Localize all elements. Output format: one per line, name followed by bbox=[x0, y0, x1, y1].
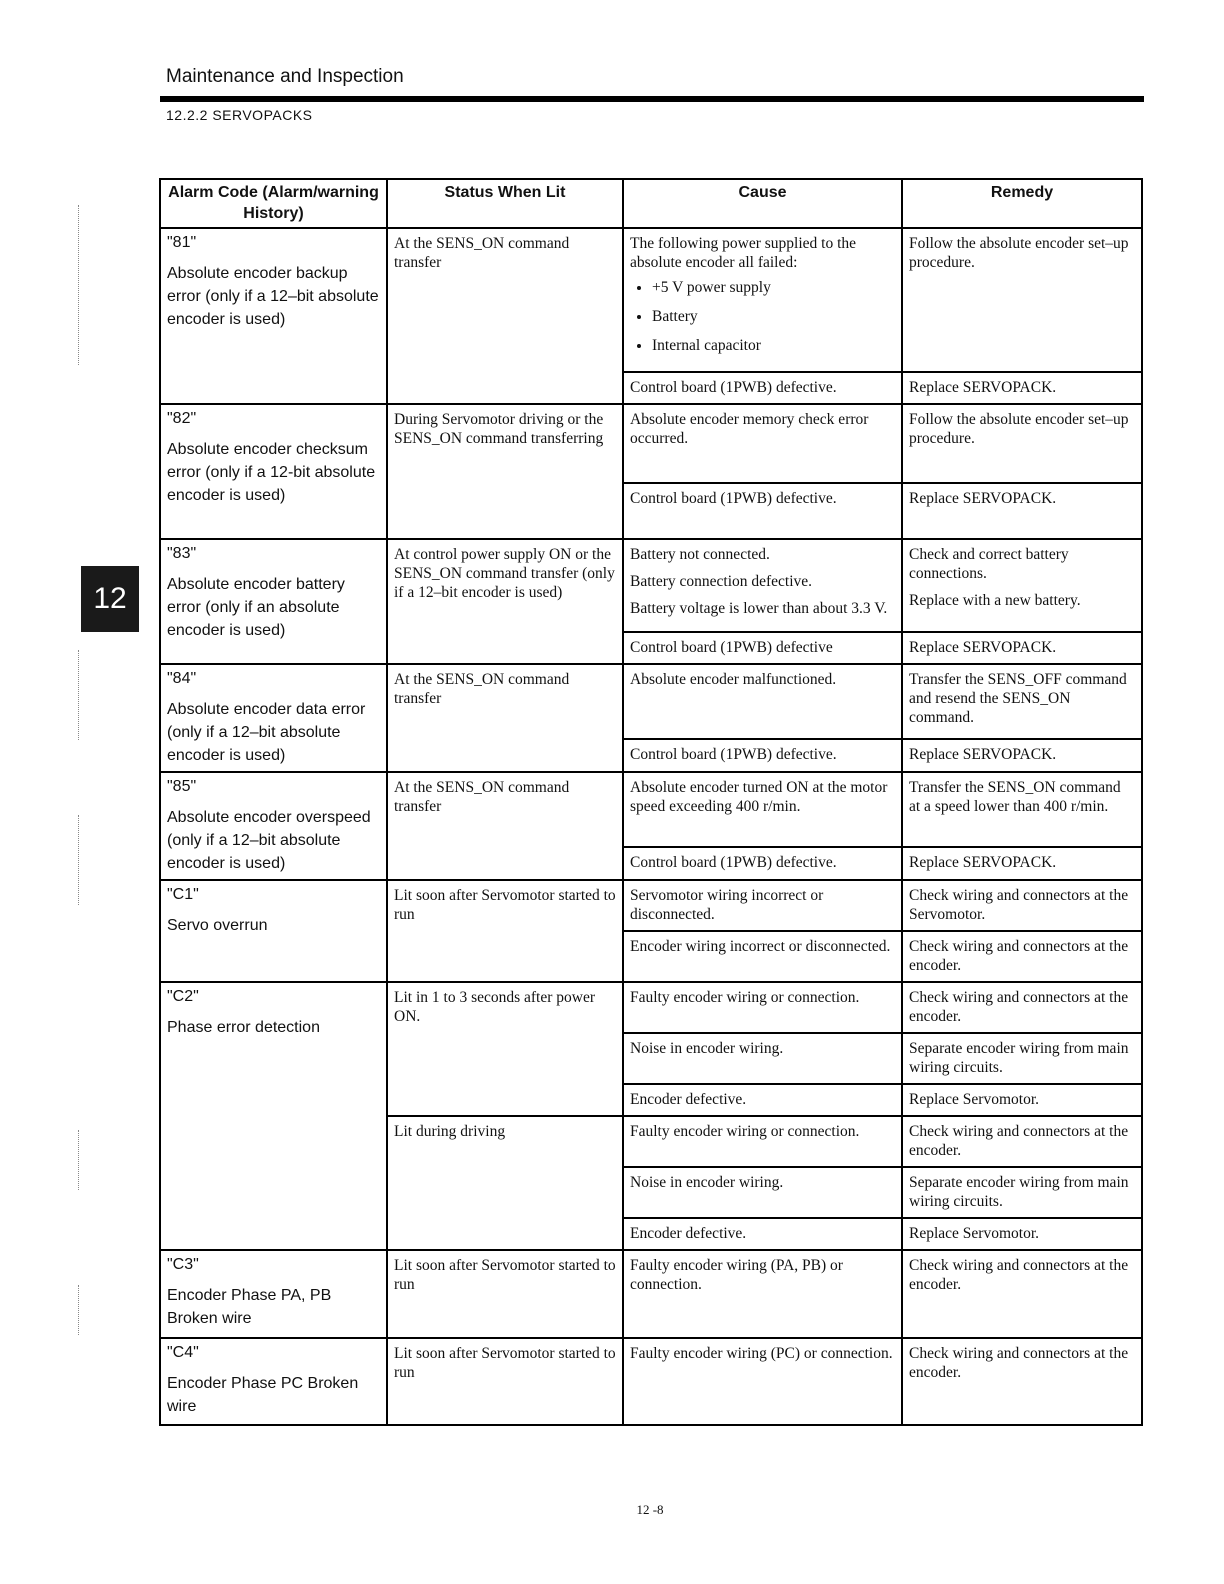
margin-dotted-line bbox=[78, 650, 79, 740]
alarm-code-cell bbox=[160, 772, 387, 880]
header-rule bbox=[160, 96, 1144, 102]
margin-dotted-line bbox=[78, 205, 79, 365]
alarm-description: Servo overrun bbox=[167, 917, 268, 934]
alarm-code-cell bbox=[160, 228, 387, 404]
table-header-row bbox=[160, 179, 1142, 228]
cause-cell: Absolute encoder turned ON at the motor speed exceeding 400 r/min. bbox=[623, 772, 902, 847]
cause-text: Battery voltage is lower than about 3.3 V. bbox=[630, 600, 888, 617]
remedy-cell: Follow the absolute encoder set–up procedure. bbox=[902, 404, 1142, 483]
table-row bbox=[160, 772, 1142, 847]
cause-text: Battery not connected. bbox=[630, 546, 770, 563]
remedy-cell: Transfer the SENS_ON command at a speed lower than 400 r/min. bbox=[902, 772, 1142, 847]
cause-cell: Faulty encoder wiring or connection. bbox=[623, 982, 902, 1033]
alarm-code: "C1" bbox=[167, 886, 199, 903]
margin-dotted-line bbox=[78, 1285, 79, 1335]
remedy-cell: Check wiring and connectors at the encoder. bbox=[902, 1250, 1142, 1338]
remedy-text: Replace with a new battery. bbox=[909, 592, 1081, 609]
alarm-description: Encoder Phase PA, PB Broken wire bbox=[167, 1287, 332, 1327]
table-row bbox=[160, 880, 1142, 931]
status-cell: At control power supply ON or the SENS_ON command transfer (only if a 12–bit encoder is used) bbox=[387, 539, 623, 664]
alarm-code: "C4" bbox=[167, 1344, 199, 1361]
column-header-status: Status When Lit bbox=[387, 179, 623, 228]
cause-cell: Encoder wiring incorrect or disconnected. bbox=[623, 931, 902, 982]
remedy-cell: Replace SERVOPACK. bbox=[902, 372, 1142, 404]
alarm-description: Absolute encoder checksum error (only if a 12-bit absolute encoder is used) bbox=[167, 441, 376, 504]
cause-cell bbox=[623, 539, 902, 632]
remedy-cell: Replace SERVOPACK. bbox=[902, 483, 1142, 539]
remedy-text: Check and correct battery connections. bbox=[909, 546, 1069, 582]
cause-cell bbox=[623, 228, 902, 372]
alarm-description: Phase error detection bbox=[167, 1019, 320, 1036]
cause-cell: Control board (1PWB) defective. bbox=[623, 483, 902, 539]
alarm-table bbox=[159, 178, 1143, 1426]
table-row bbox=[160, 404, 1142, 483]
status-cell: Lit soon after Servomotor started to run bbox=[387, 1250, 623, 1338]
cause-cell: Control board (1PWB) defective. bbox=[623, 739, 902, 772]
alarm-code-cell bbox=[160, 539, 387, 664]
status-cell: At the SENS_ON command transfer bbox=[387, 228, 623, 404]
remedy-cell: Replace SERVOPACK. bbox=[902, 739, 1142, 772]
remedy-cell: Check wiring and connectors at the encoder. bbox=[902, 1338, 1142, 1425]
remedy-cell: Transfer the SENS_OFF command and resend the SENS_ON command. bbox=[902, 664, 1142, 739]
chapter-tab: 12 bbox=[81, 566, 139, 632]
alarm-description: Absolute encoder data error (only if a 12–bit absolute encoder is used) bbox=[167, 701, 366, 764]
cause-text: Battery connection defective. bbox=[630, 573, 813, 590]
remedy-cell: Check wiring and connectors at the encoder. bbox=[902, 931, 1142, 982]
alarm-code: "81" bbox=[167, 234, 197, 251]
cause-cell: Servomotor wiring incorrect or disconnected. bbox=[623, 880, 902, 931]
column-header-remedy: Remedy bbox=[902, 179, 1142, 228]
remedy-cell: Check wiring and connectors at the encoder. bbox=[902, 1116, 1142, 1167]
alarm-description: Absolute encoder battery error (only if an absolute encoder is used) bbox=[167, 576, 345, 639]
table-row bbox=[160, 1250, 1142, 1338]
alarm-code-cell bbox=[160, 1338, 387, 1425]
cause-cell: Control board (1PWB) defective. bbox=[623, 847, 902, 880]
alarm-description: Absolute encoder backup error (only if a 12–bit absolute encoder is used) bbox=[167, 265, 379, 328]
remedy-cell: Check wiring and connectors at the encoder. bbox=[902, 982, 1142, 1033]
table-row bbox=[160, 539, 1142, 632]
cause-cell: Control board (1PWB) defective. bbox=[623, 372, 902, 404]
remedy-cell: Replace SERVOPACK. bbox=[902, 632, 1142, 664]
remedy-cell: Separate encoder wiring from main wiring circuits. bbox=[902, 1033, 1142, 1084]
page-header-title: Maintenance and Inspection bbox=[166, 66, 404, 87]
cause-cell: Faulty encoder wiring (PA, PB) or connection. bbox=[623, 1250, 902, 1338]
table-row bbox=[160, 1338, 1142, 1425]
cause-cell: Encoder defective. bbox=[623, 1084, 902, 1116]
status-cell: Lit in 1 to 3 seconds after power ON. bbox=[387, 982, 623, 1116]
table-row bbox=[160, 982, 1142, 1033]
remedy-cell: Replace SERVOPACK. bbox=[902, 847, 1142, 880]
alarm-code-cell bbox=[160, 664, 387, 772]
alarm-code-cell bbox=[160, 982, 387, 1250]
alarm-code-cell bbox=[160, 404, 387, 539]
cause-cell: Absolute encoder malfunctioned. bbox=[623, 664, 902, 739]
alarm-code: "C3" bbox=[167, 1256, 199, 1273]
alarm-code-cell bbox=[160, 1250, 387, 1338]
table-row bbox=[160, 228, 1142, 372]
cause-text: The following power supplied to the absolute encoder all failed: bbox=[630, 235, 856, 271]
list-item: • Battery bbox=[652, 307, 895, 326]
alarm-description: Encoder Phase PC Broken wire bbox=[167, 1375, 359, 1415]
list-item: • Internal capacitor bbox=[652, 336, 895, 355]
margin-dotted-line bbox=[78, 815, 79, 905]
cause-cell: Noise in encoder wiring. bbox=[623, 1167, 902, 1218]
column-header-cause: Cause bbox=[623, 179, 902, 228]
alarm-description: Absolute encoder overspeed (only if a 12–bit absolute encoder is used) bbox=[167, 809, 371, 872]
remedy-cell: Separate encoder wiring from main wiring circuits. bbox=[902, 1167, 1142, 1218]
alarm-code: "C2" bbox=[167, 988, 199, 1005]
remedy-cell: Replace Servomotor. bbox=[902, 1084, 1142, 1116]
alarm-code: "82" bbox=[167, 410, 197, 427]
alarm-code: "85" bbox=[167, 778, 197, 795]
cause-cell: Encoder defective. bbox=[623, 1218, 902, 1250]
status-cell: Lit soon after Servomotor started to run bbox=[387, 1338, 623, 1425]
status-cell: At the SENS_ON command transfer bbox=[387, 664, 623, 772]
alarm-code: "84" bbox=[167, 670, 197, 687]
table-row bbox=[160, 664, 1142, 739]
cause-cell: Control board (1PWB) defective bbox=[623, 632, 902, 664]
remedy-cell bbox=[902, 539, 1142, 632]
remedy-cell: Follow the absolute encoder set–up procedure. bbox=[902, 228, 1142, 372]
alarm-code-cell bbox=[160, 880, 387, 982]
margin-dotted-line bbox=[78, 1130, 79, 1190]
cause-cell: Absolute encoder memory check error occurred. bbox=[623, 404, 902, 483]
status-cell: Lit during driving bbox=[387, 1116, 623, 1250]
column-header-alarm-code: Alarm Code (Alarm/warning History) bbox=[160, 179, 387, 228]
cause-cell: Noise in encoder wiring. bbox=[623, 1033, 902, 1084]
status-cell: At the SENS_ON command transfer bbox=[387, 772, 623, 880]
cause-bullet-list bbox=[630, 278, 895, 355]
remedy-cell: Check wiring and connectors at the Servomotor. bbox=[902, 880, 1142, 931]
cause-cell: Faulty encoder wiring or connection. bbox=[623, 1116, 902, 1167]
remedy-cell: Replace Servomotor. bbox=[902, 1218, 1142, 1250]
status-cell: During Servomotor driving or the SENS_ON command transferring bbox=[387, 404, 623, 539]
page-number: 12 -8 bbox=[636, 1502, 664, 1517]
alarm-code: "83" bbox=[167, 545, 197, 562]
status-cell: Lit soon after Servomotor started to run bbox=[387, 880, 623, 982]
section-title: 12.2.2 SERVOPACKS bbox=[166, 107, 313, 123]
cause-cell: Faulty encoder wiring (PC) or connection. bbox=[623, 1338, 902, 1425]
list-item: • +5 V power supply bbox=[652, 278, 895, 297]
